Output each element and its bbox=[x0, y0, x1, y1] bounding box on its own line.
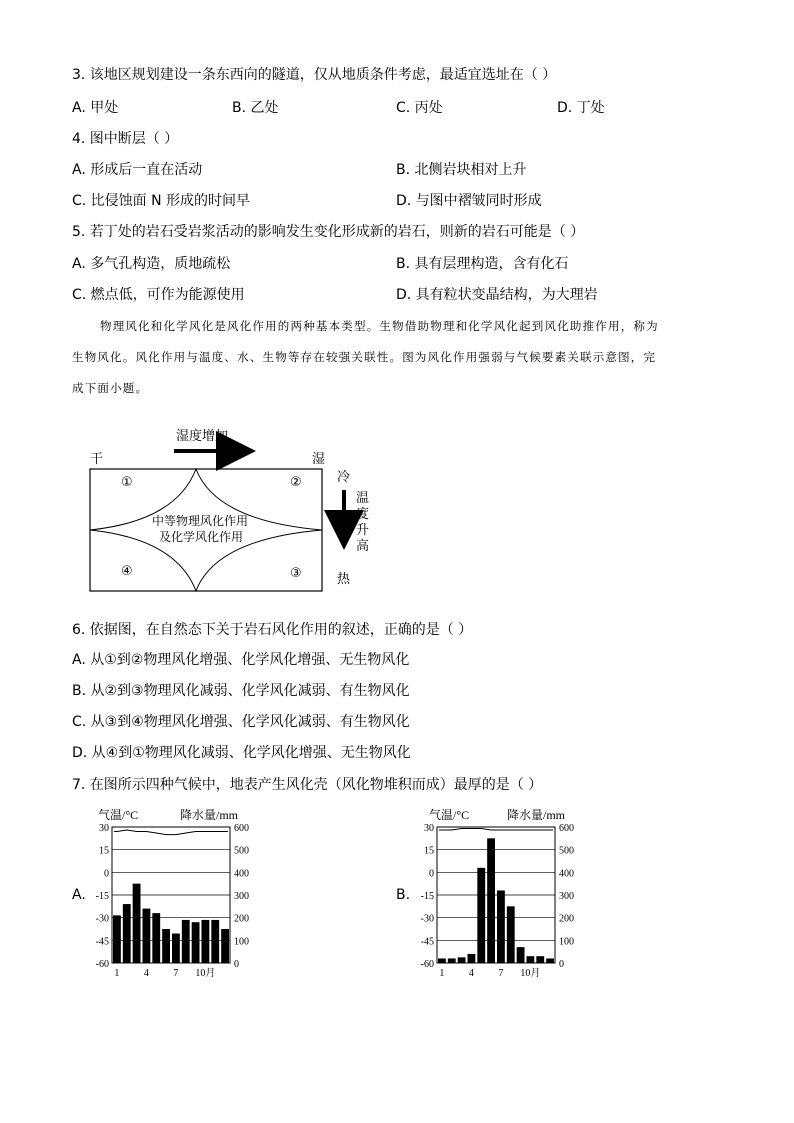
precip-bar bbox=[536, 956, 544, 963]
month-tick-label: 4 bbox=[143, 968, 149, 979]
weathering-diagram bbox=[80, 420, 380, 595]
corner-4-marker: ④ bbox=[121, 564, 133, 579]
q4-option-d: D. 与图中褶皱同时形成 bbox=[396, 193, 542, 209]
q5-option-c: C. 燃点低，可作为能源使用 bbox=[72, 287, 245, 303]
chart-a-option-label: A. bbox=[72, 887, 86, 903]
q3-option-c: C. 丙处 bbox=[396, 100, 443, 116]
month-tick-label: 7 bbox=[173, 968, 179, 979]
month-tick-label: 1 bbox=[439, 968, 445, 979]
precip-bar bbox=[152, 913, 160, 963]
precip-bar bbox=[497, 890, 505, 963]
precip-bar bbox=[487, 838, 495, 963]
hot-label: 热 bbox=[337, 572, 351, 587]
temp-tick-label: -15 bbox=[95, 891, 109, 902]
month-tick-label: 4 bbox=[468, 968, 474, 979]
dry-label: 干 bbox=[90, 452, 104, 467]
precip-bar bbox=[202, 920, 210, 963]
temperature-rise-char-2: 度 bbox=[356, 507, 370, 522]
precip-bar bbox=[507, 906, 515, 963]
precip-tick-label: 0 bbox=[559, 959, 564, 970]
temp-tick-label: 0 bbox=[429, 868, 434, 880]
temp-tick-label: 30 bbox=[424, 823, 434, 834]
temp-tick-label: -15 bbox=[420, 891, 434, 902]
temp-tick-label: 0 bbox=[104, 868, 109, 880]
precip-tick-label: 100 bbox=[559, 936, 574, 948]
precip-tick-label: 0 bbox=[234, 959, 239, 970]
q4-option-a: A. 形成后一直在活动 bbox=[72, 162, 203, 178]
precip-bar bbox=[448, 958, 456, 963]
precip-tick-label: 300 bbox=[559, 891, 574, 902]
precip-bar bbox=[192, 922, 200, 963]
chart-b-option-label: B. bbox=[396, 887, 411, 903]
q6-option-d: D. 从④到①物理风化减弱、化学风化增强、无生物风化 bbox=[72, 745, 411, 761]
q4-stem: 4. 图中断层（ ） bbox=[72, 131, 179, 147]
month-tick-label: 7 bbox=[498, 968, 504, 979]
q7-stem: 7. 在图所示四种气候中，地表产生风化壳（风化物堆积而成）最厚的是（ ） bbox=[72, 777, 543, 793]
q4-option-b: B. 北侧岩块相对上升 bbox=[396, 162, 527, 178]
cold-label: 冷 bbox=[337, 470, 351, 485]
q5-option-b: B. 具有层理构造，含有化石 bbox=[396, 256, 569, 272]
precip-tick-label: 400 bbox=[234, 868, 249, 880]
corner-1-marker: ① bbox=[121, 475, 133, 490]
q6-option-a: A. 从①到②物理风化增强、化学风化增强、无生物风化 bbox=[72, 652, 410, 668]
temp-tick-label: 15 bbox=[99, 845, 109, 857]
precip-tick-label: 500 bbox=[234, 845, 249, 857]
precip-bar bbox=[133, 884, 141, 963]
q5-option-d: D. 具有粒状变晶结构，为大理岩 bbox=[396, 287, 598, 303]
precip-tick-label: 500 bbox=[559, 845, 574, 857]
precip-axis-label: 降水量/mm bbox=[180, 808, 239, 822]
q5-stem: 5. 若丁处的岩石受岩浆活动的影响发生变化形成新的岩石，则新的岩石可能是（ ） bbox=[72, 224, 585, 240]
center-label-line-1: 中等物理风化作用 bbox=[152, 514, 249, 528]
temp-tick-label: 30 bbox=[99, 823, 109, 834]
precip-bar bbox=[211, 920, 219, 963]
precip-tick-label: 400 bbox=[559, 868, 574, 880]
precip-tick-label: 300 bbox=[234, 891, 249, 902]
precip-bar bbox=[438, 958, 446, 963]
month-tick-label: 1 bbox=[114, 968, 120, 979]
temperature-rise-char-1: 温 bbox=[356, 491, 370, 506]
temp-tick-label: -60 bbox=[420, 959, 434, 970]
climate-chart-a bbox=[88, 803, 260, 983]
precip-tick-label: 200 bbox=[559, 913, 574, 925]
precip-bar bbox=[143, 909, 151, 963]
q3-stem: 3. 该地区规划建设一条东西向的隧道，仅从地质条件考虑，最适宜选址在（ ） bbox=[72, 67, 557, 83]
precip-bar bbox=[123, 904, 131, 963]
precip-bar bbox=[182, 920, 190, 963]
corner-3-marker: ③ bbox=[290, 566, 302, 581]
temperature-line bbox=[114, 830, 228, 835]
temperature-rise-char-4: 高 bbox=[356, 539, 370, 554]
q5-option-a: A. 多气孔构造，质地疏松 bbox=[72, 256, 231, 272]
q6-option-b: B. 从②到③物理风化减弱、化学风化减弱、有生物风化 bbox=[72, 683, 410, 699]
temp-tick-label: -30 bbox=[420, 913, 434, 925]
precip-tick-label: 600 bbox=[559, 823, 574, 834]
precip-bar bbox=[113, 915, 121, 963]
temp-axis-label: 气温/°C bbox=[429, 808, 470, 822]
wet-label: 湿 bbox=[312, 452, 326, 467]
precip-bar bbox=[468, 954, 476, 963]
temp-tick-label: -45 bbox=[95, 936, 109, 948]
precip-bar bbox=[546, 958, 554, 963]
corner-2-marker: ② bbox=[290, 475, 302, 490]
precip-tick-label: 100 bbox=[234, 936, 249, 948]
precip-bar bbox=[517, 947, 525, 963]
q3-option-a: A. 甲处 bbox=[72, 100, 119, 116]
climate-chart-b bbox=[413, 803, 585, 983]
precip-bar bbox=[172, 934, 180, 963]
temp-tick-label: -45 bbox=[420, 936, 434, 948]
q6-option-c: C. 从③到④物理风化增强、化学风化减弱、有生物风化 bbox=[72, 714, 410, 730]
precip-tick-label: 200 bbox=[234, 913, 249, 925]
center-label-line-2: 及化学风化作用 bbox=[159, 530, 244, 544]
precip-tick-label: 600 bbox=[234, 823, 249, 834]
q4-option-c: C. 比侵蚀面 N 形成的时间早 bbox=[72, 193, 251, 209]
precip-bar bbox=[527, 956, 535, 963]
precip-bar bbox=[458, 957, 466, 963]
humidity-increase-label: 湿度增加 bbox=[176, 429, 229, 444]
precip-axis-label: 降水量/mm bbox=[507, 808, 566, 822]
passage-line-3: 成下面小题。 bbox=[72, 381, 149, 395]
q3-option-d: D. 丁处 bbox=[557, 100, 605, 116]
temp-tick-label: -60 bbox=[95, 959, 109, 970]
q3-option-b: B. 乙处 bbox=[232, 100, 279, 116]
temp-axis-label: 气温/°C bbox=[98, 808, 139, 822]
precip-bar bbox=[162, 929, 170, 963]
temperature-line bbox=[439, 829, 553, 831]
precip-bar bbox=[221, 929, 229, 963]
month-tick-label: 10月 bbox=[195, 968, 216, 979]
passage-line-2: 生物风化。风化作用与温度、水、生物等存在较强关联性。图为风化作用强弱与气候要素关联示意图，完 bbox=[72, 350, 657, 364]
passage-line-1: 物理风化和化学风化是风化作用的两种基本类型。生物借助物理和化学风化起到风化助推作用，称为 bbox=[100, 319, 659, 333]
precip-bar bbox=[477, 868, 485, 963]
temp-tick-label: 15 bbox=[424, 845, 434, 857]
month-tick-label: 10月 bbox=[520, 968, 541, 979]
q6-stem: 6. 依据图，在自然态下关于岩石风化作用的叙述，正确的是（ ） bbox=[72, 622, 473, 638]
temperature-rise-char-3: 升 bbox=[356, 523, 370, 538]
temp-tick-label: -30 bbox=[95, 913, 109, 925]
